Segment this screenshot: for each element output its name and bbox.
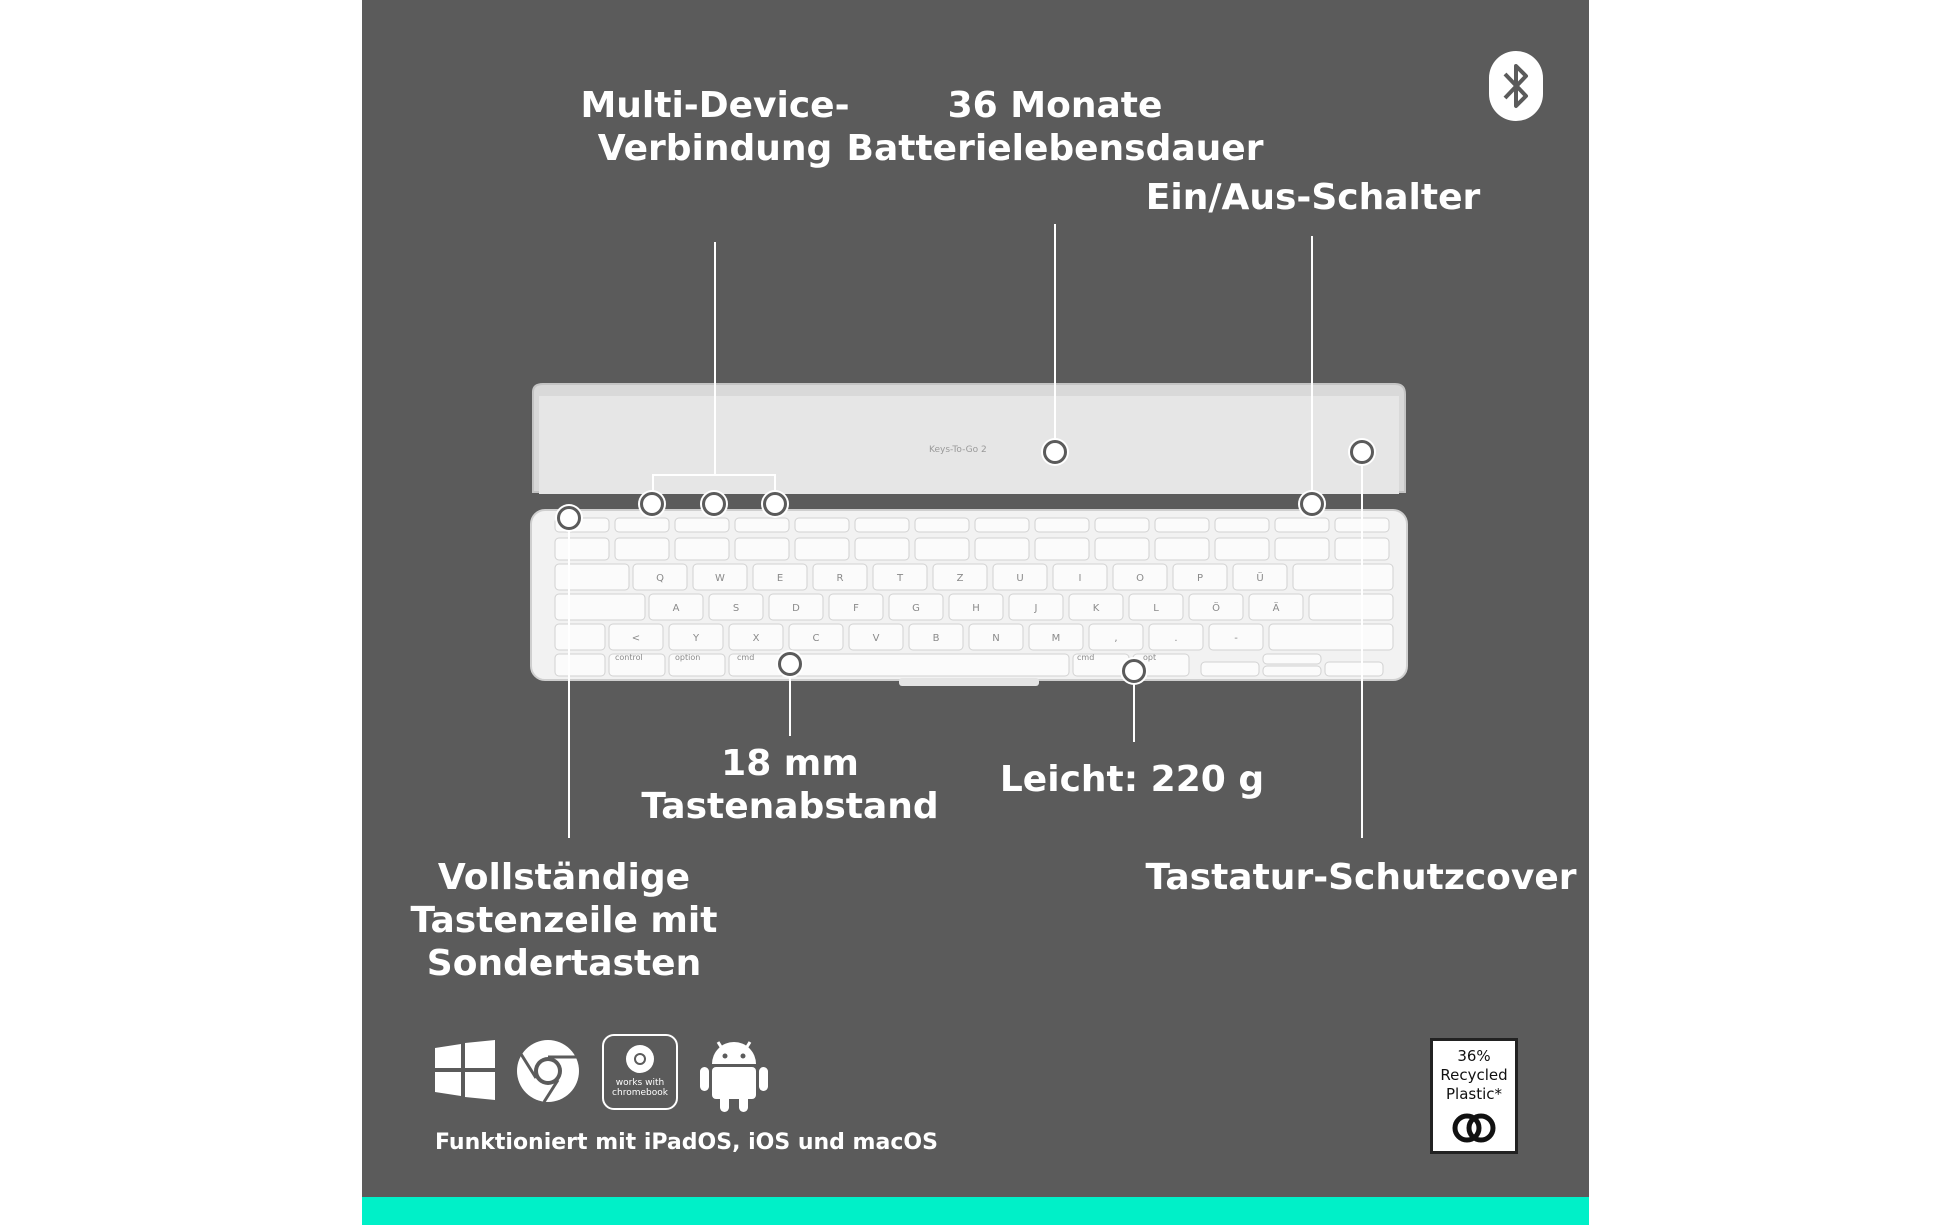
keyboard-key bbox=[1215, 518, 1269, 532]
callout-power-switch: Ein/Aus-Schalter bbox=[1145, 177, 1481, 218]
key-label: M bbox=[1051, 633, 1061, 644]
badge-line2: Recycled bbox=[1440, 1066, 1508, 1084]
modifier-label: cmd bbox=[737, 653, 755, 662]
accent-bar bbox=[362, 1197, 1589, 1225]
key-label: Ä bbox=[1272, 603, 1280, 614]
compatibility-caption: Funktioniert mit iPadOS, iOS und macOS bbox=[435, 1130, 938, 1155]
modifier-label: cmd bbox=[1077, 653, 1095, 662]
keyboard-key bbox=[1035, 538, 1089, 560]
keyboard-key bbox=[1263, 654, 1321, 664]
product-panel bbox=[362, 0, 1589, 1225]
callout-multi-device: Multi-Device- Verbindung bbox=[580, 85, 850, 169]
key-label: Q bbox=[656, 573, 664, 584]
keyboard-key bbox=[675, 538, 729, 560]
keyboard-model-label: Keys-To-Go 2 bbox=[929, 445, 987, 455]
keyboard-key bbox=[615, 538, 669, 560]
keyboard-key bbox=[1095, 518, 1149, 532]
leader-bracket-multi-device bbox=[652, 474, 776, 476]
callout-weight: Leicht: 220 g bbox=[999, 759, 1265, 800]
keyboard-key bbox=[789, 654, 1069, 676]
keyboard-key bbox=[975, 518, 1029, 532]
callout-dot bbox=[778, 652, 802, 676]
keyboard-key bbox=[1215, 538, 1269, 560]
chrome-icon bbox=[515, 1038, 581, 1104]
key-label: Y bbox=[692, 633, 700, 644]
key-label: L bbox=[1153, 603, 1159, 614]
key-label: C bbox=[812, 633, 820, 644]
keyboard-key bbox=[735, 518, 789, 532]
keyboard-key bbox=[1275, 538, 1329, 560]
badge-line3: Plastic* bbox=[1445, 1085, 1502, 1103]
key-label: A bbox=[672, 603, 680, 614]
keyboard-key bbox=[855, 538, 909, 560]
keyboard-key bbox=[855, 518, 909, 532]
key-label: R bbox=[836, 573, 844, 584]
callout-dot bbox=[557, 506, 581, 530]
keyboard-key bbox=[795, 518, 849, 532]
callout-dot bbox=[702, 492, 726, 516]
keyboard-key bbox=[555, 564, 629, 590]
keyboard-key bbox=[555, 654, 605, 676]
callout-key-spacing: 18 mm Tastenabstand bbox=[641, 743, 939, 827]
callout-function-row: Vollständige Tastenzeile mit Sondertasten bbox=[410, 857, 718, 984]
key-label: B bbox=[932, 633, 940, 644]
leader-line-cover bbox=[1361, 452, 1363, 838]
windows-icon bbox=[435, 1040, 495, 1100]
keyboard-key bbox=[615, 518, 669, 532]
key-label: . bbox=[1174, 633, 1178, 644]
key-label: O bbox=[1136, 573, 1144, 584]
chromebook-badge-line2: chromebook bbox=[612, 1088, 668, 1098]
keyboard-key bbox=[1035, 518, 1089, 532]
keyboard-key bbox=[795, 538, 849, 560]
keyboard-key bbox=[1201, 662, 1259, 676]
modifier-label: opt bbox=[1143, 653, 1157, 662]
keyboard-key bbox=[1095, 538, 1149, 560]
keyboard-key bbox=[1263, 666, 1321, 676]
callout-dot bbox=[1043, 440, 1067, 464]
key-label: G bbox=[912, 603, 920, 614]
key-label: F bbox=[853, 603, 859, 614]
chromebook-badge-line1: works with bbox=[615, 1078, 665, 1088]
badge-line1: 36% bbox=[1457, 1047, 1491, 1065]
key-label: N bbox=[992, 633, 1000, 644]
key-label: D bbox=[792, 603, 800, 614]
keyboard-key bbox=[675, 518, 729, 532]
key-label: W bbox=[715, 573, 725, 584]
keyboard-key bbox=[1155, 538, 1209, 560]
callout-dot bbox=[640, 492, 664, 516]
leader-line-function-row bbox=[568, 520, 570, 838]
keyboard-key bbox=[915, 518, 969, 532]
key-label: Z bbox=[956, 573, 964, 584]
leader-line-multi-device bbox=[714, 242, 716, 474]
leader-line-key-spacing bbox=[789, 668, 791, 736]
callout-battery: 36 Monate Batterielebensdauer bbox=[846, 85, 1264, 169]
callout-dot bbox=[1350, 440, 1374, 464]
keyboard-key bbox=[915, 538, 969, 560]
key-label: T bbox=[896, 573, 904, 584]
key-label: K bbox=[1092, 603, 1100, 614]
recycle-icon bbox=[1450, 1110, 1498, 1146]
callout-dot bbox=[1122, 659, 1146, 683]
key-label: S bbox=[732, 603, 740, 614]
callout-cover: Tastatur-Schutzcover bbox=[1145, 857, 1577, 898]
leader-line-battery bbox=[1054, 224, 1056, 450]
recycled-plastic-badge bbox=[1430, 1038, 1518, 1154]
keyboard-key bbox=[555, 538, 609, 560]
chrome-small-icon bbox=[625, 1044, 655, 1074]
keyboard-key bbox=[975, 538, 1029, 560]
key-label: U bbox=[1016, 573, 1024, 584]
modifier-label: control bbox=[615, 653, 643, 662]
callout-dot bbox=[763, 492, 787, 516]
key-label: < bbox=[631, 633, 641, 644]
keyboard-key bbox=[1269, 624, 1393, 650]
key-label: H bbox=[972, 603, 980, 614]
android-icon bbox=[700, 1034, 768, 1112]
key-label: V bbox=[872, 633, 880, 644]
keyboard-key bbox=[1325, 662, 1383, 676]
modifier-label: option bbox=[675, 653, 701, 662]
callout-dot bbox=[1300, 492, 1324, 516]
key-label: Ü bbox=[1256, 573, 1264, 584]
keyboard-illustration bbox=[529, 382, 1409, 692]
key-label: E bbox=[776, 573, 784, 584]
key-label: I bbox=[1078, 573, 1082, 584]
keyboard-key bbox=[555, 624, 605, 650]
keyboard-key bbox=[1155, 518, 1209, 532]
keyboard-key bbox=[1293, 564, 1393, 590]
key-label: X bbox=[752, 633, 760, 644]
keyboard-key bbox=[1275, 518, 1329, 532]
keyboard-key bbox=[1309, 594, 1393, 620]
leader-line-power-switch bbox=[1311, 236, 1313, 504]
bluetooth-icon bbox=[1488, 50, 1544, 122]
key-label: , bbox=[1114, 633, 1118, 644]
leader-line-weight bbox=[1133, 674, 1135, 742]
key-label: Ö bbox=[1212, 603, 1220, 614]
key-label: - bbox=[1234, 633, 1238, 644]
works-with-chromebook-icon bbox=[602, 1034, 678, 1110]
keyboard-key bbox=[735, 538, 789, 560]
key-label: P bbox=[1196, 573, 1204, 584]
key-label: J bbox=[1034, 603, 1038, 614]
